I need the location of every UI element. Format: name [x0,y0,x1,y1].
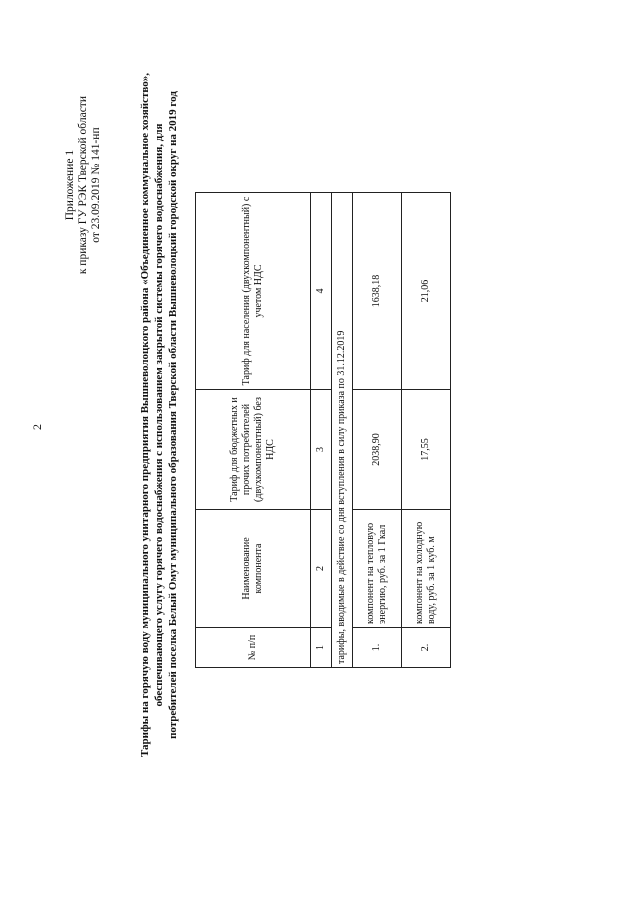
row-num: 2. [402,628,451,668]
appendix-line-2: к приказу ГУ РЭК Тверской области [77,96,89,275]
page-number: 2 [30,424,44,430]
column-index-row [311,193,332,668]
title-line-1: Тарифы на горячую воду муниципального унитарного предприятия Вышневолоцкого района «Объединенное коммунальное хозяйство», [139,73,151,758]
row-component-name: компонент на тепловую энергию, руб. за 1 Гкал [353,510,402,628]
tariff-table [195,192,451,668]
row-budget-tariff: 2038,90 [353,390,402,510]
header-component-name: Наименование компонента [196,510,311,628]
appendix-reference [64,96,103,274]
row-population-tariff: 1638,18 [353,193,402,390]
title-line-3: потребителей поселка Белый Омут муниципального образования Тверской области Вышневолоцкий городской округ на 2019 год [167,91,179,739]
table-header-row [196,193,311,668]
row-component-name: компонент на холодную воду, руб. за 1 куб. м [402,510,451,628]
column-index: 3 [311,390,332,510]
table-row [353,193,402,668]
header-budget-tariff: Тариф для бюджетных и прочих потребителей (двухкомпонентный) без НДС [196,390,311,510]
row-population-tariff: 21,06 [402,193,451,390]
header-population-tariff: Тариф для населения (двухкомпонентный) с учетом НДС [196,193,311,390]
column-index: 4 [311,193,332,390]
section-row [332,193,353,668]
column-index: 1 [311,628,332,668]
section-title: тарифы, вводимые в действие со дня вступления в силу приказа по 31.12.2019 [332,193,353,668]
title-line-2: обеспечивающего услугу горячего водоснабжения с использованием закрытой системы горячего водоснабжения, для [153,123,165,707]
column-index: 2 [311,510,332,628]
header-num: № п/п [196,628,311,668]
row-budget-tariff: 17,55 [402,390,451,510]
table-row [402,193,451,668]
appendix-line-1: Приложение 1 [64,149,76,221]
appendix-line-3: от 23.09.2019 № 141-нп [90,127,102,243]
row-num: 1. [353,628,402,668]
document-title [138,30,180,800]
